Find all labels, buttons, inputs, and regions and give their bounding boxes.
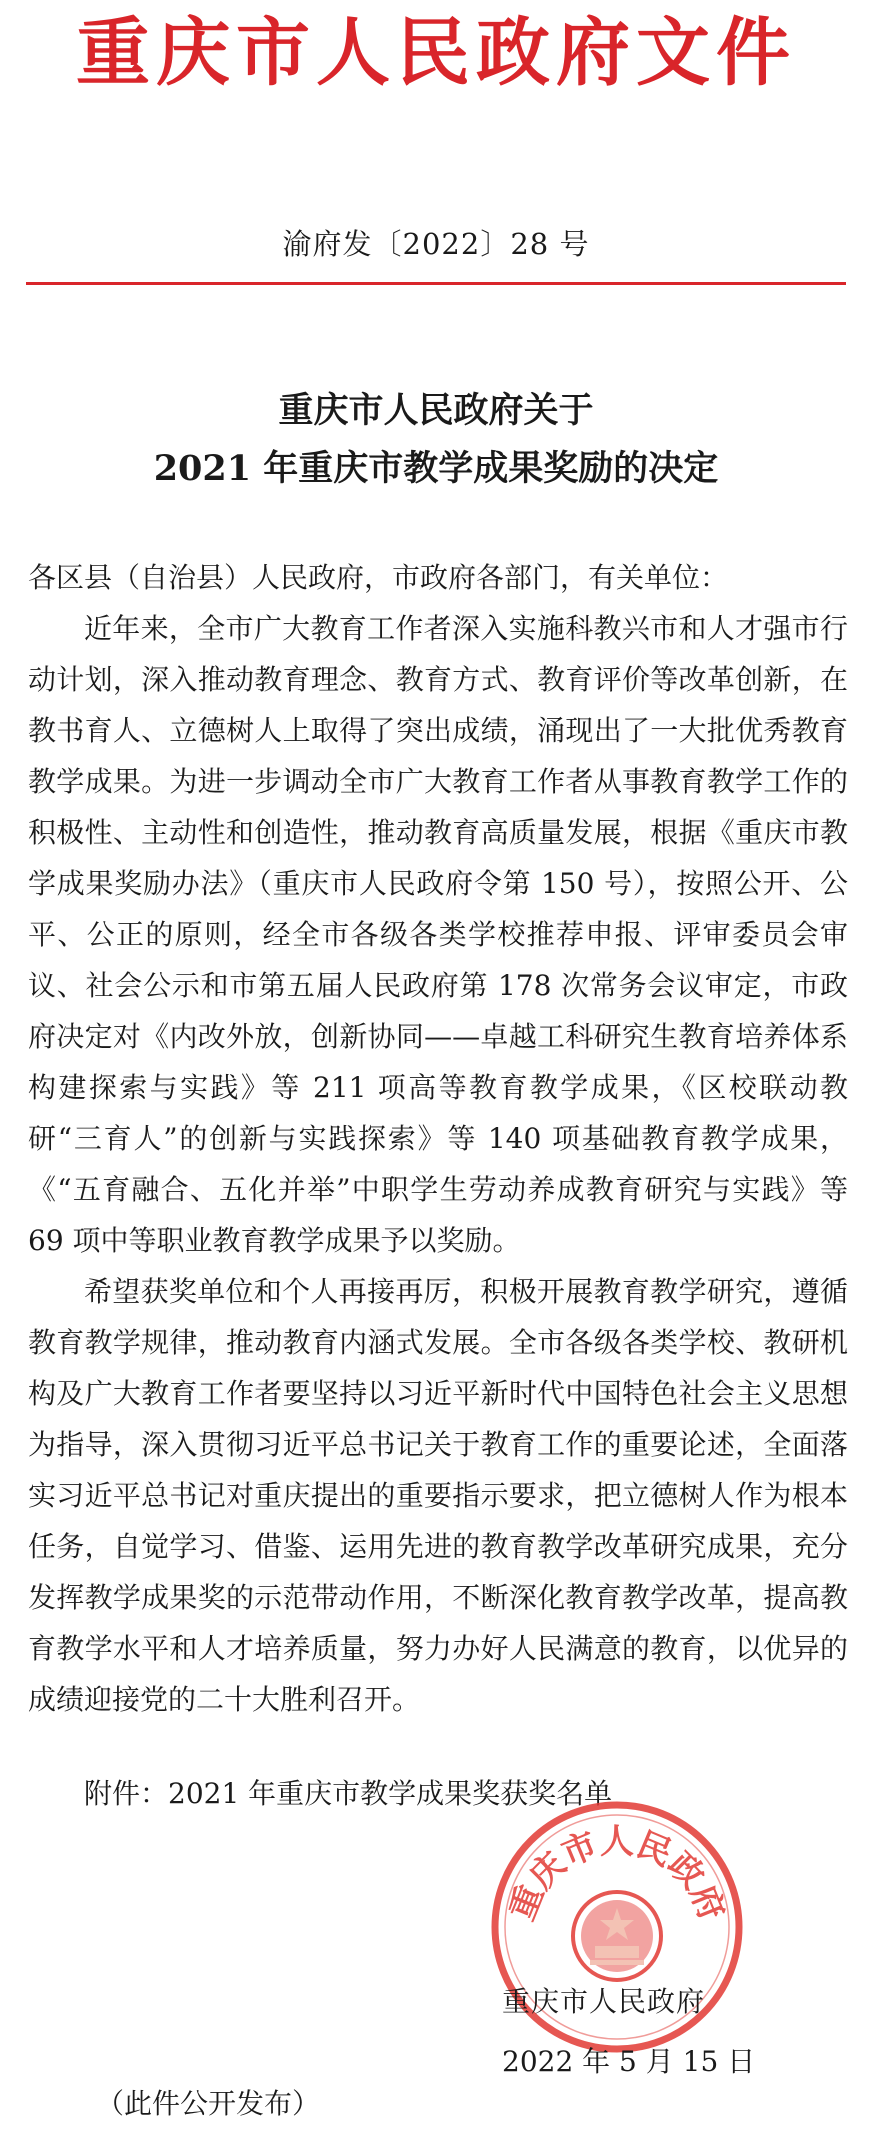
title-line-1: 重庆市人民政府关于: [278, 390, 594, 431]
document-date: 2022 年 5 月 15 日: [502, 2045, 756, 2078]
document-number: 渝府发〔2022〕28 号: [282, 227, 590, 261]
national-emblem-icon: [573, 1892, 661, 1980]
attachment-line: 附件：2021 年重庆市教学成果奖获奖名单: [84, 1777, 613, 1810]
body-paragraph-2: 希望获奖单位和个人再接再厉，积极开展教育教学研究，遵循教育教学规律，推动教育内涵式发展。全市各级各类学校、教研机构及广大教育工作者要坚持以习近平新时代中国特色社会主义思想为指导，深入贯彻习近平总书记关于教育工作的重要论述，全面落实习近平总书记对重庆提出的重要指示要求，把立德树人作为根本任务，自觉学习、借鉴、运用先进的教育教学改革研究成果，充分发挥教学成果奖的示范带动作用，不断深化教育教学改革，提高教育教学水平和人才培养质量，努力办好人民满意的教育，以优异的成绩迎接党的二十大胜利召开。: [28, 1275, 848, 1716]
document-title: [0, 382, 872, 498]
issuer-name: 重庆市人民政府: [502, 1985, 706, 2018]
document-body: [28, 552, 848, 1725]
document-header-title: 重庆市人民政府文件: [76, 10, 796, 96]
red-divider-line: [26, 282, 846, 285]
seal-text: 重庆市人民政府: [502, 1822, 732, 1927]
publication-notice: （此件公开发布）: [96, 2087, 321, 2120]
body-paragraph-1: 近年来，全市广大教育工作者深入实施科教兴市和人才强市行动计划，深入推动教育理念、教育方式、教育评价等改革创新，在教书育人、立德树人上取得了突出成绩，涌现出了一大批优秀教育教学成果。为进一步调动全市广大教育工作者从事教育教学工作的积极性、主动性和创造性，推动教育高质量发展，根据《重庆市教学成果奖励办法》（重庆市人民政府令第 150 号），按照公开、公平、公正的原则，经全市各级各类学校推荐申报、评审委员会审议、社会公示和市第五届人民政府第 178 次常务会议审定，市政府决定对《内改外放，创新协同——卓越工科研究生教育培养体系构建探索与实践》等 211 项高等教育教学成果，《区校联动教研“三育人”的创新与实践探索》等 140 项基础教育教学成果，《“五育融合、五化并举”中职学生劳动养成教育研究与实践》等 69 项中等职业教育教学成果予以奖励。: [28, 612, 848, 1257]
salutation: 各区县（自治县）人民政府，市政府各部门，有关单位：: [28, 561, 729, 594]
title-line-2: 2021 年重庆市教学成果奖励的决定: [153, 448, 719, 489]
